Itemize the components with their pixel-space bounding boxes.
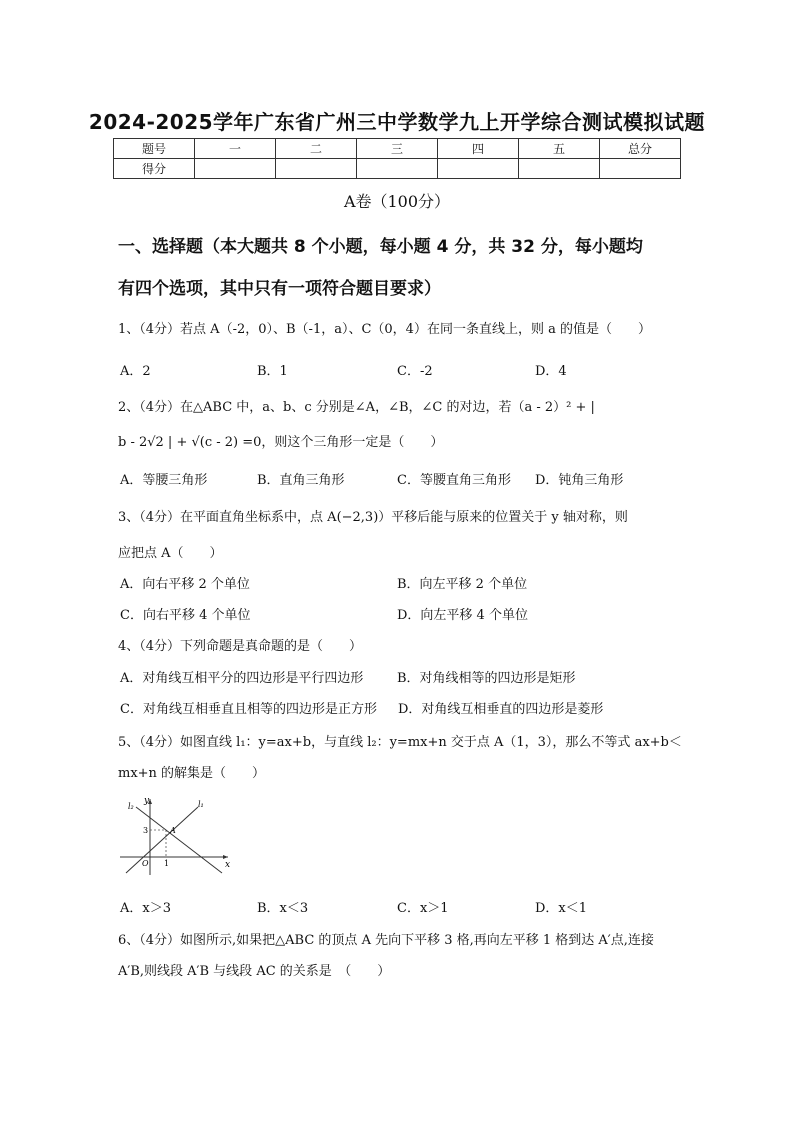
q5-option-c[interactable]: C．x＞1 (397, 901, 449, 916)
q6-stem-line1: 6、（4分）如图所示,如果把△ABC 的顶点 A 先向下平移 3 格,再向左平移 1 格到达 A′点,连接 (118, 933, 654, 948)
score-table-header-row (114, 139, 681, 159)
score-cell[interactable] (600, 159, 681, 179)
label-l1: l₁ (198, 800, 204, 809)
x-axis-arrow (223, 855, 228, 859)
label-l2: l₂ (128, 802, 134, 811)
q5-option-d[interactable]: D．x＜1 (535, 901, 588, 916)
score-header-cell: 三 (357, 139, 438, 159)
score-cell[interactable] (195, 159, 276, 179)
q5-stem-line1: 5、（4分）如图直线 l₁：y=ax+b，与直线 l₂：y=mx+n 交于点 A（1，3），那么不等式 ax+b＜ (118, 735, 682, 750)
q3-stem-line1: 3、（4分）在平面直角坐标系中，点 A(−2,3)）平移后能与原来的位置关于 y 轴对称，则 (118, 510, 628, 525)
q4-option-b[interactable]: B．对角线相等的四边形是矩形 (397, 671, 576, 686)
score-cell[interactable] (519, 159, 600, 179)
section-a-heading: A卷（100分） (343, 192, 451, 211)
score-table-score-row (114, 159, 681, 179)
q3-option-d[interactable]: D．向左平移 4 个单位 (397, 608, 528, 623)
q1-option-c[interactable]: C．-2 (397, 364, 433, 379)
line-l1 (126, 807, 198, 873)
q3-option-b[interactable]: B．向左平移 2 个单位 (397, 577, 528, 592)
q3-option-c[interactable]: C．向右平移 4 个单位 (120, 608, 251, 623)
q2-option-a[interactable]: A．等腰三角形 (120, 473, 208, 488)
q5-stem-line2: mx+n 的解集是（ ） (118, 766, 266, 781)
label-point-a: A (170, 826, 176, 835)
label-y: y (144, 796, 150, 806)
q1-option-b[interactable]: B．1 (257, 364, 288, 379)
q1-option-a[interactable]: A．2 (120, 364, 151, 379)
score-header-cell: 题号 (114, 139, 195, 159)
label-origin: O (142, 859, 149, 868)
score-cell[interactable] (357, 159, 438, 179)
score-cell[interactable] (276, 159, 357, 179)
q4-option-a[interactable]: A．对角线互相平分的四边形是平行四边形 (120, 671, 364, 686)
q6-stem-line2: A′B,则线段 A′B 与线段 AC 的关系是 （ ） (118, 964, 391, 979)
exam-title: 2024-2025学年广东省广州三中学数学九上开学综合测试模拟试题 (88, 110, 706, 134)
score-header-cell: 五 (519, 139, 600, 159)
section1-heading-line1: 一、选择题（本大题共 8 个小题，每小题 4 分，共 32 分，每小题均 (118, 237, 643, 257)
label-x: x (225, 860, 231, 870)
q4-option-d[interactable]: D．对角线互相垂直的四边形是菱形 (398, 702, 604, 717)
q1-stem: 1、（4分）若点 A（-2，0）、B（-1，a）、C（0，4）在同一条直线上，则 a 的值是（ ） (118, 322, 651, 337)
q5-graph-figure (118, 795, 233, 877)
q2-option-b[interactable]: B．直角三角形 (257, 473, 345, 488)
q4-option-c[interactable]: C．对角线互相垂直且相等的四边形是正方形 (120, 702, 377, 717)
q3-stem-line2: 应把点 A（ ） (118, 546, 223, 561)
label-three: 3 (143, 826, 149, 835)
q2-option-d[interactable]: D．钝角三角形 (535, 473, 624, 488)
score-cell[interactable] (438, 159, 519, 179)
section1-heading-line2: 有四个选项，其中只有一项符合题目要求） (118, 279, 441, 299)
score-header-cell: 总分 (600, 139, 681, 159)
q2-stem-line1: 2、（4分）在△ABC 中，a、b、c 分别是∠A，∠B，∠C 的对边，若（a - 2）² + | (118, 400, 595, 415)
score-header-cell: 四 (438, 139, 519, 159)
q3-option-a[interactable]: A．向右平移 2 个单位 (120, 577, 250, 592)
label-one: 1 (164, 859, 170, 868)
q2-stem-line2: b - 2√2 | + √(c - 2) =0，则这个三角形一定是（ ） (118, 435, 444, 450)
score-header-cell: 二 (276, 139, 357, 159)
q5-option-b[interactable]: B．x＜3 (257, 901, 309, 916)
line-l2 (136, 807, 222, 873)
score-header-cell: 一 (195, 139, 276, 159)
q2-option-c[interactable]: C．等腰直角三角形 (397, 473, 511, 488)
q5-option-a[interactable]: A．x＞3 (120, 901, 171, 916)
score-row-label: 得分 (114, 159, 195, 179)
q4-stem: 4、（4分）下列命题是真命题的是（ ） (118, 639, 363, 654)
score-table (113, 138, 681, 179)
q1-option-d[interactable]: D．4 (535, 364, 567, 379)
